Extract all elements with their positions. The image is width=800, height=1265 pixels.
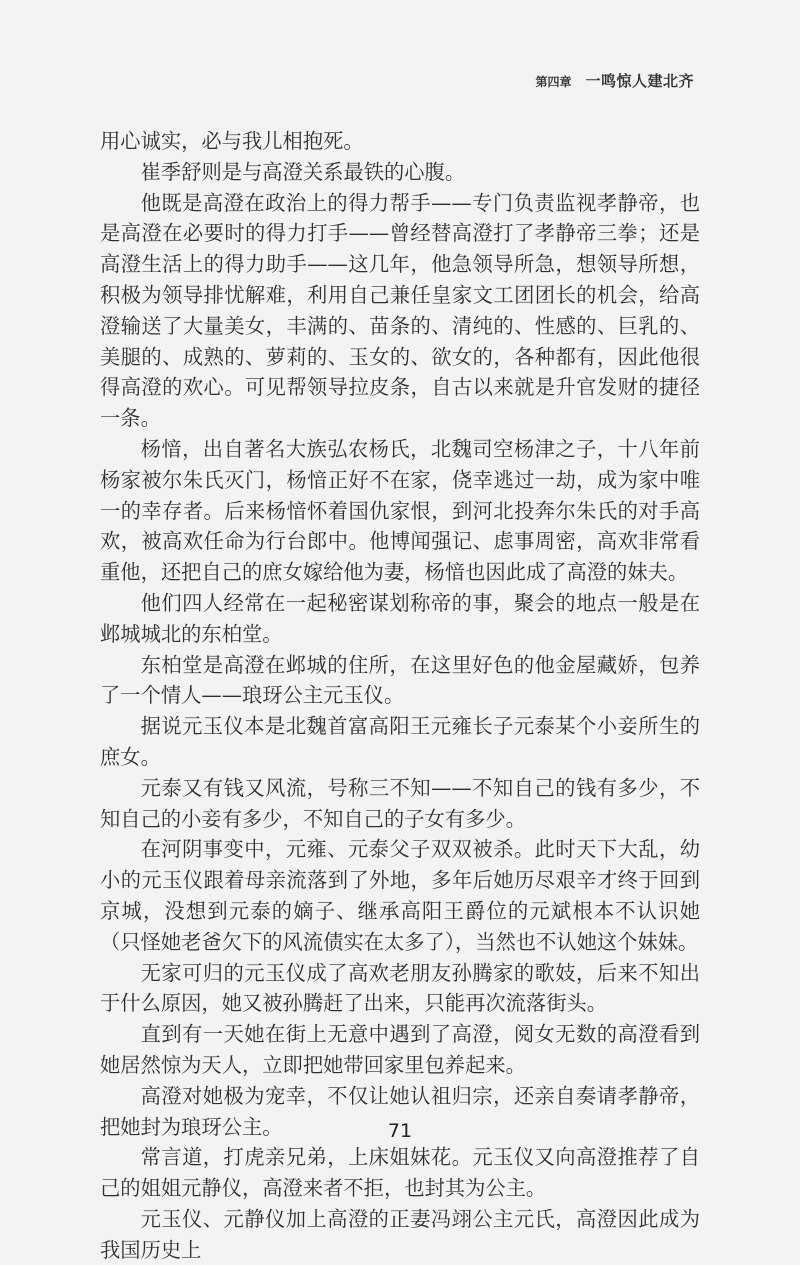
paragraph: 常言道，打虎亲兄弟，上床姐妹花。元玉仪又向高澄推荐了自己的姐姐元静仪，高澄来者不拒，也封其为公主。: [100, 1145, 700, 1201]
page-number: 71: [387, 1120, 413, 1142]
paragraph: 元泰又有钱又风流，号称三不知——不知自己的钱有多少，不知自己的小妾有多少，不知自己的子女有多少。: [100, 775, 700, 831]
chapter-number: 第四章: [535, 75, 572, 89]
paragraph: 用心诚实，必与我儿相抱死。: [100, 129, 364, 153]
paragraph: 据说元玉仪本是北魏首富高阳王元雍长子元泰某个小妾所生的庶女。: [100, 714, 700, 769]
paragraph: 高澄对她极为宠幸，不仅让她认祖归宗，还亲自奏请孝静帝，把她封为琅玡公主。: [100, 1083, 700, 1139]
body-text: [100, 126, 700, 1265]
paragraph: 杨愔，出自著名大族弘农杨氏，北魏司空杨津之子，十八年前杨家被尔朱氏灭门，杨愔正好不在家，侥幸逃过一劫，成为家中唯一的幸存者。后来杨愔怀着国仇家恨，到河北投奔尔朱氏的对手高欢，被高欢任命为行台郎中。他博闻强记、虑事周密，高欢非常看重他，还把自己的庶女嫁给他为妻，杨愔也因此成了高澄的妹夫。: [100, 436, 700, 585]
paragraph: 他既是高澄在政治上的得力帮手——专门负责监视孝静帝，也是高澄在必要时的得力打手——曾经替高澄打了孝静帝三拳；还是高澄生活上的得力助手——这几年，他急领导所急，想领导所想，积极为领导排忧解难，利用自己兼任皇家文工团团长的机会，给高澄输送了大量美女，丰满的、苗条的、清纯的、性感的、巨乳的、美腿的、成熟的、萝莉的、玉女的、欲女的，各种都有，因此他很得高澄的欢心。可见帮领导拉皮条，自古以来就是升官发财的捷径一条。: [100, 190, 700, 431]
running-header: [535, 70, 694, 91]
paragraph: 无家可归的元玉仪成了高欢老朋友孙腾家的歌妓，后来不知出于什么原因，她又被孙腾赶了出来，只能再次流落街头。: [100, 960, 700, 1016]
paragraph: 他们四人经常在一起秘密谋划称帝的事，聚会的地点一般是在邺城城北的东柏堂。: [100, 590, 700, 646]
paragraph: 东柏堂是高澄在邺城的住所，在这里好色的他金屋藏娇，包养了一个情人——琅玡公主元玉仪。: [100, 652, 700, 708]
chapter-title: 一鸣惊人建北齐: [585, 72, 694, 90]
paragraph: 在河阴事变中，元雍、元泰父子双双被杀。此时天下大乱，幼小的元玉仪跟着母亲流落到了外地，多年后她历尽艰辛才终于回到京城，没想到元泰的嫡子、继承高阳王爵位的元斌根本不认识她（只怪她老爸欠下的风流债实在太多了），当然也不认她这个妹妹。: [100, 837, 700, 954]
paragraph: 元玉仪、元静仪加上高澄的正妻冯翊公主元氏，高澄因此成为我国历史上: [100, 1206, 700, 1262]
paragraph: 崔季舒则是与高澄关系最铁的心腹。: [140, 159, 466, 184]
paragraph: 直到有一天她在街上无意中遇到了高澄，阅女无数的高澄看到她居然惊为天人，立即把她带回家里包养起来。: [100, 1022, 700, 1077]
